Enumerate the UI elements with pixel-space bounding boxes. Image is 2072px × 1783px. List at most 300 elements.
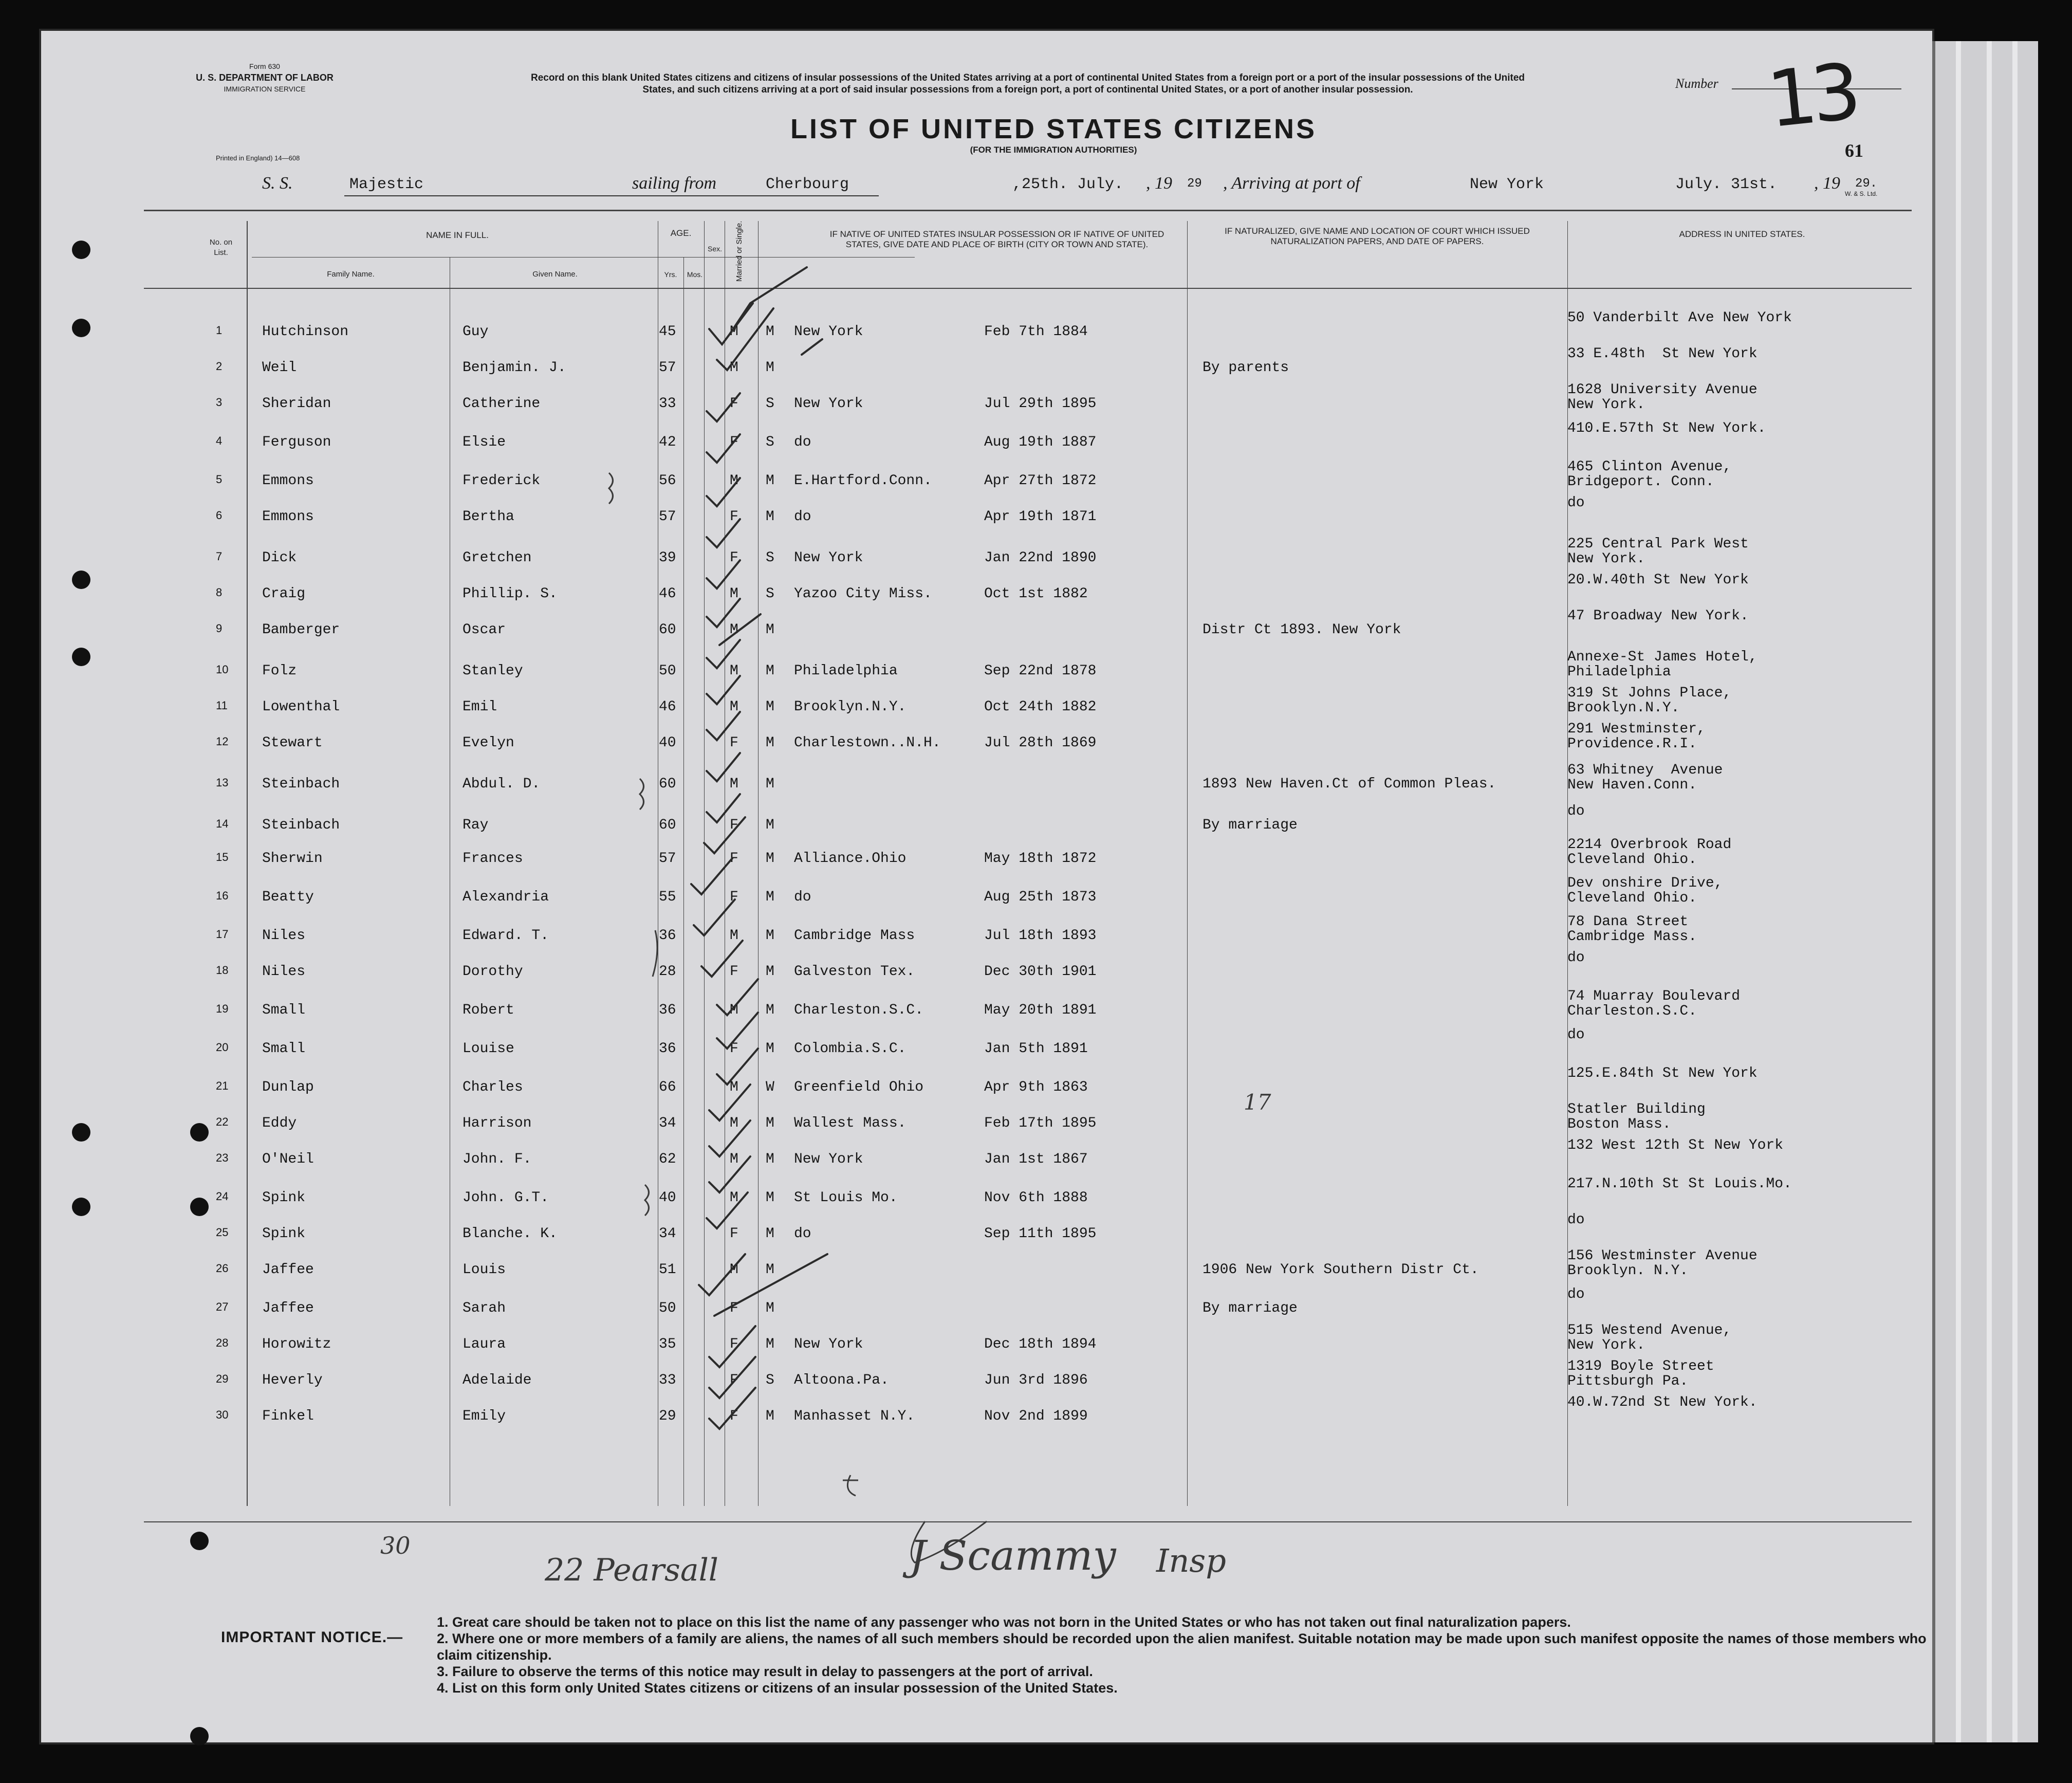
header-yrs: Yrs. — [664, 270, 677, 279]
table-row — [0, 420, 2072, 465]
birth-date: May 18th 1872 — [984, 851, 1097, 867]
family-name: Small — [262, 1002, 306, 1018]
header-mos: Mos. — [687, 270, 703, 279]
naturalization: 1893 New Haven.Ct of Common Pleas. — [1202, 776, 1496, 792]
sex: M — [730, 1115, 738, 1131]
sex: M — [730, 776, 738, 792]
table-row — [0, 1322, 2072, 1367]
us-address: do — [1567, 495, 1585, 511]
given-name: Phillip. S. — [462, 586, 558, 602]
table-row — [0, 495, 2072, 540]
header-family-name: Family Name. — [327, 270, 375, 279]
sex: M — [730, 1079, 738, 1095]
sex: F — [730, 817, 738, 833]
family-name: O'Neil — [262, 1151, 314, 1167]
birth-place: Charleston.S.C. — [794, 1002, 924, 1018]
table-row — [0, 1358, 2072, 1403]
marital-status: W — [766, 1079, 774, 1095]
marital-status: M — [766, 1408, 774, 1424]
age: 60 — [659, 622, 676, 638]
family-name: Stewart — [262, 735, 323, 751]
birth-place: New York — [794, 396, 863, 412]
notice-item-2: 2. Where one or more members of a family are aliens, the names of all such members should be recorded upon the alien manifest. Suitable notation may be made upon such manifest opposite the names of those members who claim citizenship. — [437, 1631, 1927, 1663]
us-address: 319 St Johns Place, Brooklyn.N.Y. — [1567, 685, 1732, 716]
header-naturalized: IF NATURALIZED, GIVE NAME AND LOCATION OF COURT WHICH ISSUED NATURALIZATION PAPERS, AND DATE OF PAPERS. — [1225, 226, 1530, 246]
naturalization: By parents — [1202, 360, 1289, 376]
sex: M — [730, 473, 738, 489]
naturalization: Distr Ct 1893. New York — [1202, 622, 1401, 638]
table-row — [0, 572, 2072, 617]
header-age: AGE. — [670, 228, 692, 238]
row-number: 13 — [216, 776, 229, 789]
family-name: Dick — [262, 550, 297, 566]
age: 66 — [659, 1079, 676, 1095]
birth-place: Yazoo City Miss. — [794, 586, 932, 602]
row-number: 19 — [216, 1002, 229, 1015]
birth-date: Jan 22nd 1890 — [984, 550, 1097, 566]
marital-status: S — [766, 434, 774, 450]
marital-status: M — [766, 473, 774, 489]
binder-hole — [72, 241, 90, 259]
us-address: 47 Broadway New York. — [1567, 608, 1749, 624]
naturalization: 1906 New York Southern Distr Ct. — [1202, 1262, 1479, 1278]
binder-hole — [190, 1532, 209, 1550]
marital-status: M — [766, 851, 774, 867]
us-address: 40.W.72nd St New York. — [1567, 1394, 1757, 1410]
given-name: Harrison — [462, 1115, 532, 1131]
row-number: 26 — [216, 1262, 229, 1275]
birth-date: Sep 22nd 1878 — [984, 663, 1097, 679]
family-name: Small — [262, 1041, 306, 1057]
birth-date: Feb 17th 1895 — [984, 1115, 1097, 1131]
header-name-in-full: NAME IN FULL. — [426, 230, 489, 240]
table-row — [0, 803, 2072, 848]
marital-status: S — [766, 396, 774, 412]
sail-date: ,25th. July. — [1012, 176, 1124, 193]
arrive-date: July. 31st. — [1675, 176, 1778, 193]
sex: M — [730, 928, 738, 944]
age: 29 — [659, 1408, 676, 1424]
age: 40 — [659, 735, 676, 751]
given-name: Abdul. D. — [462, 776, 541, 792]
header-sex: Sex. — [707, 245, 722, 253]
row-number: 12 — [216, 735, 229, 748]
us-address: 225 Central Park West New York. — [1567, 536, 1749, 567]
row-number: 18 — [216, 964, 229, 977]
row-number: 14 — [216, 817, 229, 830]
age: 56 — [659, 473, 676, 489]
us-address: do — [1567, 803, 1585, 819]
marital-status: M — [766, 1226, 774, 1242]
marital-status: M — [766, 1115, 774, 1131]
arriving-label: , Arriving at port of — [1223, 174, 1360, 193]
marital-status: M — [766, 735, 774, 751]
family-name: Craig — [262, 586, 306, 602]
family-name: Jaffee — [262, 1300, 314, 1316]
notice-label: IMPORTANT NOTICE.— — [221, 1629, 403, 1646]
birth-date: Jul 29th 1895 — [984, 396, 1097, 412]
birth-place: New York — [794, 324, 863, 340]
row-number: 8 — [216, 586, 223, 599]
sex: M — [730, 1002, 738, 1018]
row-number: 4 — [216, 434, 223, 447]
marital-status: S — [766, 586, 774, 602]
table-row — [0, 762, 2072, 807]
given-name: Elsie — [462, 434, 506, 450]
given-name: Catherine — [462, 396, 541, 412]
given-name: Sarah — [462, 1300, 506, 1316]
naturalization: By marriage — [1202, 817, 1298, 833]
age: 57 — [659, 360, 676, 376]
header-given-name: Given Name. — [532, 270, 578, 279]
age: 60 — [659, 776, 676, 792]
age: 50 — [659, 1300, 676, 1316]
row-number: 22 — [216, 1115, 229, 1128]
table-row — [0, 1027, 2072, 1072]
us-address: 1628 University Avenue New York. — [1567, 382, 1757, 413]
given-name: Louis — [462, 1262, 506, 1278]
family-name: Lowenthal — [262, 699, 340, 715]
sex: F — [730, 1300, 738, 1316]
birth-place: Colombia.S.C. — [794, 1041, 906, 1057]
family-name: Eddy — [262, 1115, 297, 1131]
page-title: LIST OF UNITED STATES CITIZENS — [790, 114, 1317, 144]
sex: F — [730, 735, 738, 751]
age: 34 — [659, 1115, 676, 1131]
age: 51 — [659, 1262, 676, 1278]
sex: F — [730, 889, 738, 905]
row-number: 15 — [216, 851, 229, 863]
given-name: Ray — [462, 817, 489, 833]
handwritten-list-number: 13 — [1763, 47, 1860, 145]
us-address: 515 Westend Avenue, New York. — [1567, 1322, 1732, 1353]
us-address: 33 E.48th St New York — [1567, 346, 1757, 362]
birth-date: Apr 27th 1872 — [984, 473, 1097, 489]
sex: F — [730, 1226, 738, 1242]
us-address: 74 Muarray Boulevard Charleston.S.C. — [1567, 988, 1741, 1019]
birth-date: Sep 11th 1895 — [984, 1226, 1097, 1242]
ship-name: Majestic — [349, 176, 424, 193]
sex: F — [730, 509, 738, 525]
age: 36 — [659, 1002, 676, 1018]
marital-status: M — [766, 1002, 774, 1018]
given-name: Alexandria — [462, 889, 549, 905]
age: 57 — [659, 851, 676, 867]
marital-status: M — [766, 889, 774, 905]
birth-place: Galveston Tex. — [794, 964, 915, 980]
us-address: 50 Vanderbilt Ave New York — [1567, 310, 1792, 326]
age: 60 — [659, 817, 676, 833]
marital-status: M — [766, 509, 774, 525]
sex: M — [730, 699, 738, 715]
header-birth: IF NATIVE OF UNITED STATES INSULAR POSSESSION OR IF NATIVE OF UNITED STATES, GIVE DATE AND PLACE OF BIRTH (CITY OR TOWN AND STATE). — [829, 229, 1164, 249]
row-number: 2 — [216, 360, 223, 373]
age: 50 — [659, 663, 676, 679]
given-name: Emily — [462, 1408, 506, 1424]
given-name: Dorothy — [462, 964, 523, 980]
family-name: Dunlap — [262, 1079, 314, 1095]
family-name: Bamberger — [262, 622, 340, 638]
table-row — [0, 1248, 2072, 1293]
birth-date: Dec 18th 1894 — [984, 1336, 1097, 1352]
table-row — [0, 1394, 2072, 1439]
sex: M — [730, 1262, 738, 1278]
row-number: 9 — [216, 622, 223, 635]
age: 46 — [659, 586, 676, 602]
sex: M — [730, 1190, 738, 1206]
birth-date: Dec 30th 1901 — [984, 964, 1097, 980]
page-subtitle: (FOR THE IMMIGRATION AUTHORITIES) — [970, 145, 1137, 155]
given-name: Robert — [462, 1002, 514, 1018]
given-name: Benjamin. J. — [462, 360, 566, 376]
marital-status: M — [766, 1190, 774, 1206]
family-name: Ferguson — [262, 434, 331, 450]
us-address: 2214 Overbrook Road Cleveland Ohio. — [1567, 837, 1732, 868]
printer-mark: W. & S. Ltd. — [1845, 190, 1878, 197]
marital-status: M — [766, 324, 774, 340]
given-name: Guy — [462, 324, 489, 340]
us-address: 217.N.10th St St Louis.Mo. — [1567, 1176, 1792, 1192]
table-row — [0, 608, 2072, 653]
family-name: Beatty — [262, 889, 314, 905]
table-row — [0, 459, 2072, 504]
given-name: John. G.T. — [462, 1190, 549, 1206]
family-name: Weil — [262, 360, 297, 376]
marital-status: M — [766, 964, 774, 980]
family-name: Spink — [262, 1190, 306, 1206]
given-name: Evelyn — [462, 735, 514, 751]
us-address: do — [1567, 1027, 1585, 1043]
age: 28 — [659, 964, 676, 980]
birth-date: Feb 7th 1884 — [984, 324, 1088, 340]
us-address: 291 Westminster, Providence.R.I. — [1567, 721, 1706, 752]
family-name: Jaffee — [262, 1262, 314, 1278]
birth-place: do — [794, 889, 811, 905]
family-name: Sheridan — [262, 396, 331, 412]
marital-status: M — [766, 1300, 774, 1316]
us-address: 20.W.40th St New York — [1567, 572, 1749, 588]
given-name: John. F. — [462, 1151, 532, 1167]
age: 36 — [659, 928, 676, 944]
age: 33 — [659, 396, 676, 412]
us-address: do — [1567, 950, 1585, 966]
port-to: New York — [1470, 176, 1544, 193]
age: 42 — [659, 434, 676, 450]
family-name: Emmons — [262, 509, 314, 525]
notice-item-4: 4. List on this form only United States citizens or citizens of an insular possession of the United States. — [437, 1680, 1118, 1696]
row-number: 10 — [216, 663, 229, 676]
given-name: Edward. T. — [462, 928, 549, 944]
row-number: 1 — [216, 324, 223, 337]
marital-status: M — [766, 622, 774, 638]
marital-status: M — [766, 1151, 774, 1167]
birth-place: do — [794, 1226, 811, 1242]
naturalization: By marriage — [1202, 1300, 1298, 1316]
us-address: 465 Clinton Avenue, Bridgeport. Conn. — [1567, 459, 1732, 490]
row-number: 25 — [216, 1226, 229, 1239]
age: 62 — [659, 1151, 676, 1167]
us-address: 156 Westminster Avenue Brooklyn. N.Y. — [1567, 1248, 1757, 1279]
marital-status: M — [766, 817, 774, 833]
marital-status: M — [766, 928, 774, 944]
marital-status: S — [766, 1372, 774, 1388]
given-name: Oscar — [462, 622, 506, 638]
sex: M — [730, 360, 738, 376]
row-number: 7 — [216, 550, 223, 563]
sex: F — [730, 1372, 738, 1388]
sex: F — [730, 396, 738, 412]
birth-place: Charlestown..N.H. — [794, 735, 941, 751]
sex: M — [730, 622, 738, 638]
birth-date: Oct 24th 1882 — [984, 699, 1097, 715]
family-name: Emmons — [262, 473, 314, 489]
us-address: 410.E.57th St New York. — [1567, 420, 1766, 436]
header-address: ADDRESS IN UNITED STATES. — [1679, 229, 1805, 239]
age: 57 — [659, 509, 676, 525]
birth-date: Nov 6th 1888 — [984, 1190, 1088, 1206]
birth-place: Alliance.Ohio — [794, 851, 906, 867]
row-number: 11 — [216, 699, 228, 712]
birth-place: Cambridge Mass — [794, 928, 915, 944]
row-number: 28 — [216, 1336, 229, 1349]
row-number: 17 — [216, 928, 229, 941]
family-name: Hutchinson — [262, 324, 349, 340]
birth-place: Wallest Mass. — [794, 1115, 906, 1131]
us-address: 125.E.84th St New York — [1567, 1065, 1757, 1081]
age: 33 — [659, 1372, 676, 1388]
handwritten-center-note: 17 — [1244, 1090, 1271, 1115]
us-address: Statler Building Boston Mass. — [1567, 1101, 1706, 1132]
row-number: 27 — [216, 1300, 229, 1313]
marital-status: S — [766, 550, 774, 566]
row-number: 23 — [216, 1151, 229, 1164]
age: 35 — [659, 1336, 676, 1352]
row-number: 20 — [216, 1041, 229, 1054]
table-row — [0, 346, 2072, 391]
us-address: Annexe-St James Hotel, Philadelphia — [1567, 649, 1757, 680]
inspector-signature: J Scammy — [910, 1532, 1116, 1579]
table-row — [0, 721, 2072, 766]
given-name: Blanche. K. — [462, 1226, 558, 1242]
printed-in-note: Printed in England) 14—608 — [216, 154, 300, 162]
age: 46 — [659, 699, 676, 715]
binder-hole — [190, 1727, 209, 1745]
birth-place: St Louis Mo. — [794, 1190, 898, 1206]
birth-date: Nov 2nd 1899 — [984, 1408, 1088, 1424]
us-address: 1319 Boyle Street Pittsburgh Pa. — [1567, 1358, 1714, 1389]
age: 55 — [659, 889, 676, 905]
row-number: 29 — [216, 1372, 229, 1385]
table-row — [0, 649, 2072, 694]
table-row — [0, 837, 2072, 881]
table-row — [0, 1176, 2072, 1221]
birth-date: Oct 1st 1882 — [984, 586, 1088, 602]
row-number: 21 — [216, 1079, 229, 1092]
page-number: 61 — [1845, 140, 1863, 161]
row-number: 16 — [216, 889, 229, 902]
sex: M — [730, 324, 738, 340]
birth-date: May 20th 1891 — [984, 1002, 1097, 1018]
given-name: Stanley — [462, 663, 523, 679]
ship-voyage-line — [242, 174, 1886, 199]
family-name: Spink — [262, 1226, 306, 1242]
age: 40 — [659, 1190, 676, 1206]
birth-place: do — [794, 509, 811, 525]
table-row — [0, 1065, 2072, 1110]
table-row — [0, 875, 2072, 920]
table-row — [0, 1212, 2072, 1257]
table-row — [0, 685, 2072, 730]
us-address: 78 Dana Street Cambridge Mass. — [1567, 914, 1697, 945]
department-name: U. S. DEPARTMENT OF LABOR — [196, 72, 334, 83]
table-row — [0, 310, 2072, 355]
marital-status: M — [766, 1262, 774, 1278]
family-name: Niles — [262, 964, 306, 980]
form-number: Form 630 — [249, 62, 280, 70]
service-name: IMMIGRATION SERVICE — [224, 85, 306, 93]
notice-item-3: 3. Failure to observe the terms of this notice may result in delay to passengers at the port of arrival. — [437, 1664, 1093, 1679]
row-number: 5 — [216, 473, 223, 486]
handwritten-count: 30 — [380, 1532, 411, 1559]
family-name: Niles — [262, 928, 306, 944]
table-row — [0, 536, 2072, 581]
family-name: Horowitz — [262, 1336, 331, 1352]
birth-place: New York — [794, 1336, 863, 1352]
birth-place: Altoona.Pa. — [794, 1372, 889, 1388]
sex: F — [730, 1041, 738, 1057]
family-name: Folz — [262, 663, 297, 679]
family-name: Finkel — [262, 1408, 314, 1424]
row-number: 30 — [216, 1408, 229, 1421]
given-name: Frederick — [462, 473, 541, 489]
given-name: Bertha — [462, 509, 514, 525]
birth-date: Jul 18th 1893 — [984, 928, 1097, 944]
record-instructions: Record on this blank United States citizens and citizens of insular possessions of the United States arriving at a port of continental United States from a foreign port or a port of the insular possessions of the United States, and such citizens arriving at a port of said insular possessions from a foreign port, a port of continental United States, or a port of another insular possession. — [530, 72, 1525, 95]
birth-date: Jan 5th 1891 — [984, 1041, 1088, 1057]
birth-place: New York — [794, 1151, 863, 1167]
table-row — [0, 988, 2072, 1033]
sex: F — [730, 1336, 738, 1352]
sex: F — [730, 550, 738, 566]
birth-place: Brooklyn.N.Y. — [794, 699, 906, 715]
family-name: Heverly — [262, 1372, 323, 1388]
given-name: Adelaide — [462, 1372, 532, 1388]
age: 39 — [659, 550, 676, 566]
us-address: 132 West 12th St New York — [1567, 1137, 1784, 1153]
marital-status: M — [766, 663, 774, 679]
port-from: Cherbourg — [766, 176, 849, 193]
us-address: Dev onshire Drive, Cleveland Ohio. — [1567, 875, 1723, 906]
sex: F — [730, 851, 738, 867]
row-number: 24 — [216, 1190, 229, 1203]
given-name: Frances — [462, 851, 523, 867]
sex: M — [730, 1151, 738, 1167]
family-name: Steinbach — [262, 817, 340, 833]
form-identification — [185, 61, 344, 95]
row-number: 3 — [216, 396, 223, 409]
age: 36 — [659, 1041, 676, 1057]
sex: F — [730, 434, 738, 450]
us-address: 63 Whitney Avenue New Haven.Conn. — [1567, 762, 1723, 793]
table-row — [0, 1286, 2072, 1331]
given-name: Louise — [462, 1041, 514, 1057]
birth-date: Apr 19th 1871 — [984, 509, 1097, 525]
marital-status: M — [766, 1041, 774, 1057]
birth-date: Apr 9th 1863 — [984, 1079, 1088, 1095]
sailing-from-label: sailing from — [632, 174, 717, 193]
inspector-title: Insp — [1156, 1542, 1226, 1579]
number-label: Number — [1675, 76, 1718, 91]
